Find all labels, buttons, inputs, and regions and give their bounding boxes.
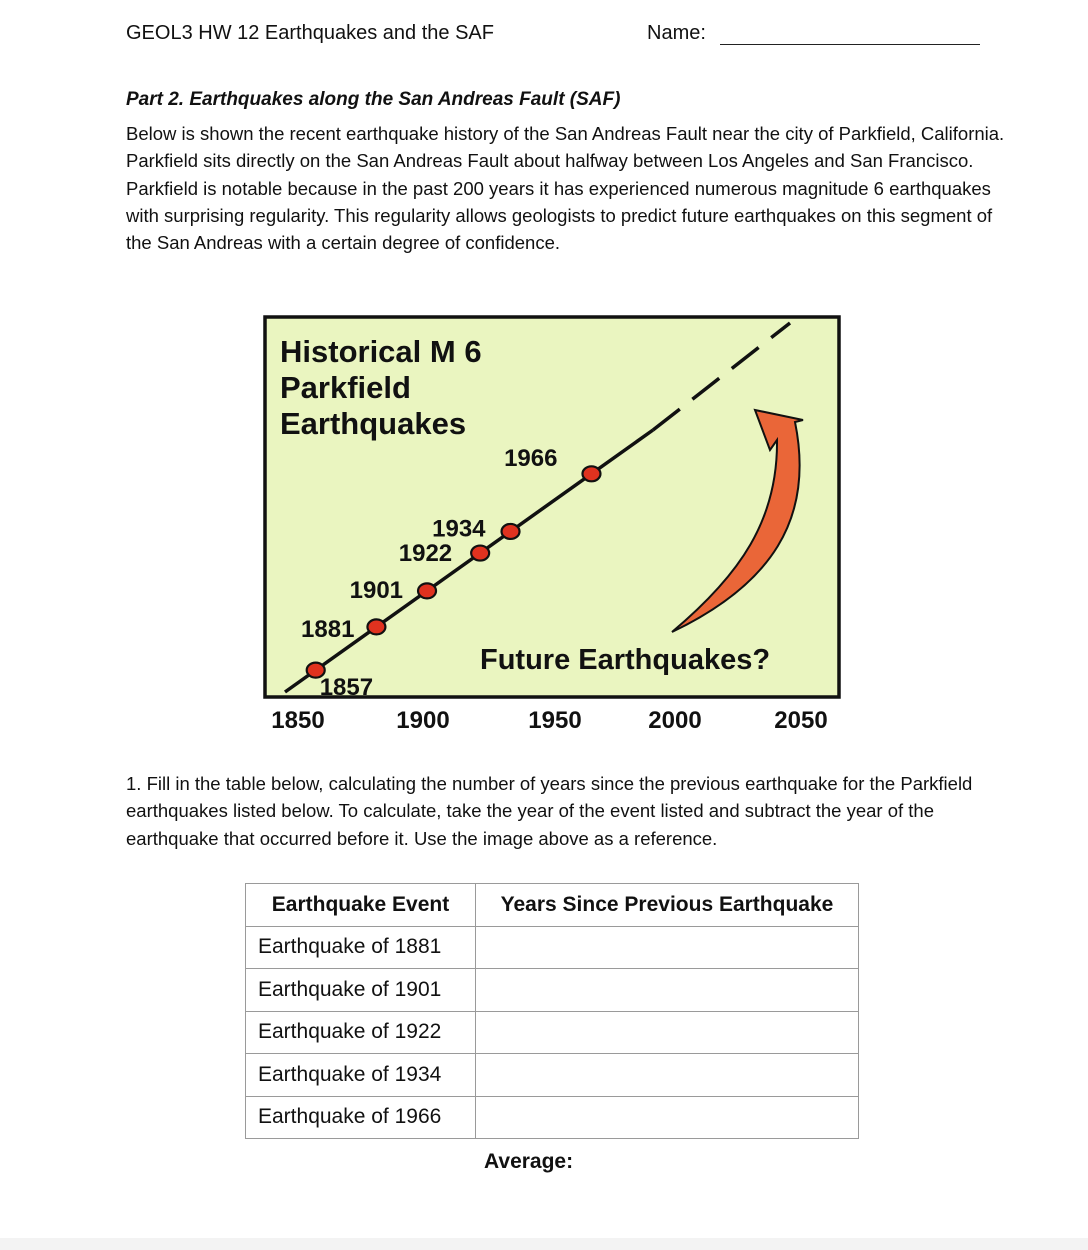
table-row (246, 1054, 859, 1097)
x-tick-1850: 1850 (271, 707, 325, 734)
event-cell: Earthquake of 1901 (246, 969, 476, 1012)
event-point-1934 (502, 524, 520, 539)
table-header-row (246, 884, 859, 927)
event-label-1901: 1901 (349, 576, 404, 604)
years-input-cell[interactable] (476, 1096, 859, 1139)
x-tick-2000: 2000 (648, 707, 702, 734)
table-row (246, 1096, 859, 1139)
years-input-cell[interactable] (476, 1011, 859, 1054)
event-cell: Earthquake of 1881 (246, 926, 476, 969)
intro-paragraph: Below is shown the recent earthquake history of the San Andreas Fault near the city of Parkfield, California. Parkfield sits directly on the San Andreas Fault about halfway between Los Angeles and San Francisco. Parkfield is notable because in the past 200 years it has experienced numerous magnitude 6 earthquakes with surprising regularity. This regularity allows geologists to predict future earthquakes on this segment of the San Andreas with a certain degree of confidence. (126, 123, 1005, 254)
average-label: Average: (484, 1150, 574, 1173)
event-point-1922 (471, 546, 489, 561)
chart-title-line-1: Historical M 6 (280, 334, 482, 369)
x-tick-1900: 1900 (396, 707, 450, 734)
header-earthquake-event: Earthquake Event (246, 884, 476, 927)
event-label-1857: 1857 (319, 674, 374, 702)
x-tick-1950: 1950 (528, 707, 582, 734)
page-bottom-edge (0, 1238, 1088, 1250)
earthquake-table (245, 883, 859, 1139)
years-input-cell[interactable] (476, 926, 859, 969)
name-label: Name: (647, 22, 706, 44)
event-label-1881: 1881 (301, 615, 355, 643)
years-input-cell[interactable] (476, 1054, 859, 1097)
chart-title-line-2: Parkfield (280, 370, 411, 405)
part-title: Part 2. Earthquakes along the San Andreas Fault (SAF) (126, 89, 621, 110)
event-cell: Earthquake of 1934 (246, 1054, 476, 1097)
question-1-text: 1. Fill in the table below, calculating the number of years since the previous earthquake for the Parkfield earthquakes listed below. To calculate, take the year of the event listed and subtract the year of the earthquake that occurred before it. Use the image above as a reference. (126, 773, 973, 849)
event-cell: Earthquake of 1922 (246, 1011, 476, 1054)
table-row (246, 926, 859, 969)
table-row (246, 1011, 859, 1054)
future-earthquakes-annotation: Future Earthquakes? (480, 644, 771, 676)
x-tick-2050: 2050 (774, 707, 828, 734)
header-years-since-previous: Years Since Previous Earthquake (476, 884, 859, 927)
event-label-1934: 1934 (432, 515, 486, 543)
event-point-1901 (418, 583, 436, 598)
event-cell: Earthquake of 1966 (246, 1096, 476, 1139)
chart-title-line-3: Earthquakes (280, 406, 467, 441)
table-row (246, 969, 859, 1012)
years-input-cell[interactable] (476, 969, 859, 1012)
event-point-1966 (582, 466, 600, 481)
event-label-1966: 1966 (504, 444, 558, 472)
event-point-1881 (367, 619, 385, 634)
event-label-1922: 1922 (398, 540, 453, 568)
document-title: GEOL3 HW 12 Earthquakes and the SAF (126, 22, 494, 44)
